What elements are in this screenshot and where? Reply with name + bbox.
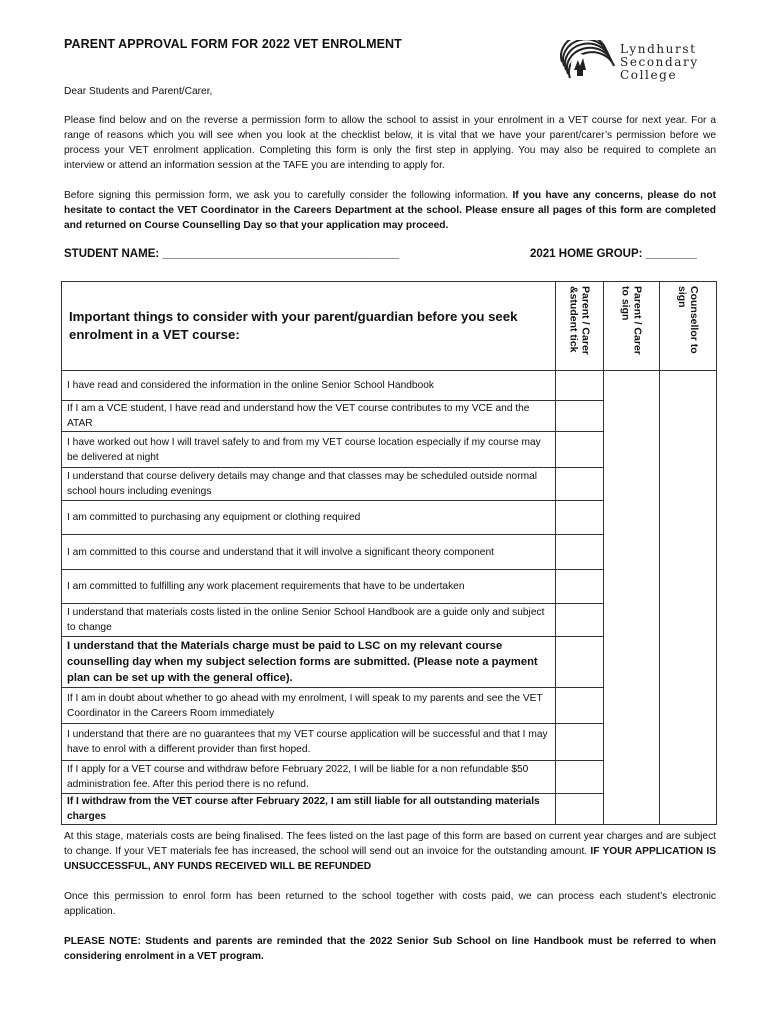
materials-costs-paragraph bbox=[64, 829, 716, 874]
checklist-heading-cell bbox=[62, 282, 556, 371]
tick-column-label: Parent / Carer &student tick bbox=[567, 286, 592, 355]
college-name-line1: Lyndhurst bbox=[620, 42, 697, 56]
checklist-item: I am committed to fulfilling any work placement requirements that have to be undertaken bbox=[62, 570, 556, 604]
checklist-item: I have worked out how I will travel safely to and from my VET course location especially if my course may be delivered at night bbox=[62, 432, 556, 468]
salutation: Dear Students and Parent/Carer, bbox=[64, 86, 213, 97]
consider-paragraph bbox=[64, 188, 716, 233]
checklist-item: If I am a VCE student, I have read and understand how the VET course contributes to my VCE and the ATAR bbox=[62, 401, 556, 432]
college-name-line3: College bbox=[620, 68, 678, 82]
table-row bbox=[62, 371, 717, 401]
counsellor-sign-column-header bbox=[660, 282, 717, 371]
checklist-item: If I am in doubt about whether to go ahead with my enrolment, I will speak to my parents and see the VET Coordinator in the Careers Room immediately bbox=[62, 688, 556, 724]
checklist-item: I am committed to purchasing any equipment or clothing required bbox=[62, 501, 556, 535]
concerns-text: If you have any concerns, please do not hesitate to contact the VET Coordinator in the Careers Department at the school. Please ensure all pages of this form are completed and returned on Course Counselling Day so that your application may proceed. bbox=[64, 190, 716, 231]
tick-box[interactable] bbox=[556, 432, 603, 468]
checklist-item: I understand that materials costs listed in the online Senior School Handbook are a guide only and subject to change bbox=[62, 604, 556, 637]
tick-box[interactable] bbox=[556, 637, 603, 688]
college-name-line2: Secondary bbox=[620, 55, 699, 69]
checklist-item: If I apply for a VET course and withdraw before February 2022, I will be liable for a non refundable $50 administration fee. After this period there is no refund. bbox=[62, 761, 556, 794]
materials-costs-text: At this stage, materials costs are being finalised. The fees listed on the last page of this form are based on current year charges and are subject to change. If your VET materials fee has increased, the school will send out an invoice for the outstanding amount. bbox=[64, 831, 716, 857]
checklist-item: I understand that there are no guarantees that my VET course application will be successful and that I may have to enrol with a different provider than first hoped. bbox=[62, 724, 556, 761]
home-group-field[interactable]: 2021 HOME GROUP: ________ bbox=[530, 248, 697, 260]
tick-box[interactable] bbox=[556, 794, 603, 825]
tick-box[interactable] bbox=[556, 604, 603, 637]
checklist-item: I am committed to this course and understand that it will involve a significant theory component bbox=[62, 535, 556, 570]
checklist-header-row bbox=[62, 282, 717, 371]
college-name bbox=[620, 43, 699, 82]
tick-column-header bbox=[556, 282, 603, 371]
consider-text: Before signing this permission form, we ask you to carefully consider the following information. bbox=[64, 190, 509, 201]
tick-box[interactable] bbox=[556, 401, 603, 432]
college-emblem-icon bbox=[558, 40, 618, 84]
parent-sign-box[interactable] bbox=[603, 371, 660, 825]
tick-box[interactable] bbox=[556, 570, 603, 604]
handbook-note: PLEASE NOTE: Students and parents are reminded that the 2022 Senior Sub School on line Handbook must be referred to when considering enrolment in a VET program. bbox=[64, 936, 716, 962]
checklist-table bbox=[61, 281, 717, 825]
intro-paragraph: Please find below and on the reverse a permission form to allow the school to assist in your enrolment in a VET course for next year. For a range of reasons which you will see when you look at the checklist below, it is vital that we have your parent/carer’s permission before we process your VET enrolment application. Completing this form is only the first step in applying. You may also be required to complete an interview or attend an information session at the TAFE you are intending to apply for. bbox=[64, 115, 716, 171]
checklist-heading: Important things to consider with your parent/guardian before you seek enrolment in a VET course: bbox=[69, 309, 518, 342]
parent-sign-column-label: Parent / Carer to sign bbox=[619, 286, 644, 355]
tick-box[interactable] bbox=[556, 761, 603, 794]
college-logo bbox=[558, 40, 718, 84]
checklist-item: I understand that course delivery details may change and that classes may be scheduled outside normal school hours including evenings bbox=[62, 468, 556, 501]
parent-sign-column-header bbox=[603, 282, 660, 371]
tick-box[interactable] bbox=[556, 535, 603, 570]
tick-box[interactable] bbox=[556, 501, 603, 535]
processing-paragraph: Once this permission to enrol form has been returned to the school together with costs paid, we can process each student’s electronic application. bbox=[64, 891, 716, 917]
counsellor-sign-box[interactable] bbox=[660, 371, 717, 825]
checklist-item: If I withdraw from the VET course after February 2022, I am still liable for all outstanding materials charges bbox=[62, 794, 556, 825]
form-title: PARENT APPROVAL FORM FOR 2022 VET ENROLMENT bbox=[64, 37, 402, 51]
checklist-item: I have read and considered the information in the online Senior School Handbook bbox=[62, 371, 556, 401]
counsellor-sign-column-label: Counsellor to sign bbox=[676, 286, 701, 354]
tick-box[interactable] bbox=[556, 724, 603, 761]
student-name-field[interactable]: STUDENT NAME: _____________________________________ bbox=[64, 248, 400, 260]
tick-box[interactable] bbox=[556, 688, 603, 724]
refund-notice: IF YOUR APPLICATION IS UNSUCCESSFUL, ANY FUNDS RECEIVED WILL BE REFUNDED bbox=[64, 846, 716, 872]
tick-box[interactable] bbox=[556, 468, 603, 501]
checklist-item: I understand that the Materials charge must be paid to LSC on my relevant course counselling day when my subject selection forms are submitted. (Please note a payment plan can be set up with the general office). bbox=[62, 637, 556, 688]
tick-box[interactable] bbox=[556, 371, 603, 401]
